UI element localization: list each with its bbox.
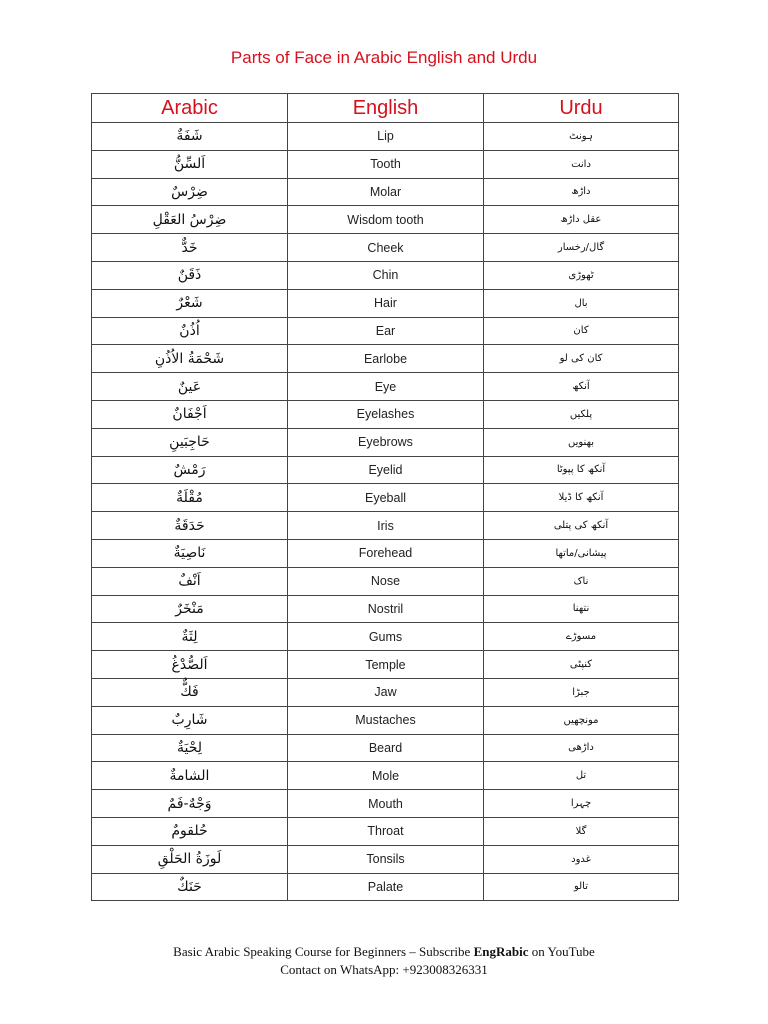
arabic-cell: نَاصِيَةٌ [92,539,288,567]
arabic-cell: مُقْلَةٌ [92,484,288,512]
arabic-cell: الشامةٌ [92,762,288,790]
arabic-cell: اَجْفَانٌ [92,400,288,428]
urdu-cell: مسوڑے [484,623,679,651]
page-title: Parts of Face in Arabic English and Urdu [230,48,538,67]
arabic-cell: ذَقَنٌ [92,261,288,289]
arabic-cell: مَنْخَرٌ [92,595,288,623]
english-cell: Molar [288,178,484,206]
english-cell: Cheek [288,234,484,262]
english-cell: Palate [288,873,484,901]
table-row [92,400,679,428]
table-row [92,817,679,845]
urdu-cell: ٹھوڑی [484,261,679,289]
english-cell: Forehead [288,539,484,567]
urdu-cell: آنکھ [484,373,679,401]
header-arabic: Arabic [92,94,288,123]
urdu-cell: پیشانی/ماتھا [484,539,679,567]
table-row [92,317,679,345]
urdu-cell: ہونٹ [484,123,679,151]
english-cell: Eyelashes [288,400,484,428]
arabic-cell: اَلسِّنُّ [92,150,288,178]
english-cell: Jaw [288,678,484,706]
urdu-cell: ناک [484,567,679,595]
english-cell: Eye [288,373,484,401]
table-row [92,484,679,512]
english-cell: Tonsils [288,845,484,873]
urdu-cell: کان [484,317,679,345]
urdu-cell: کان کی لو [484,345,679,373]
arabic-cell: اُذُنٌ [92,317,288,345]
footer-promo-text: Basic Arabic Speaking Course for Beginners – Subscribe [173,944,474,959]
urdu-cell: دانت [484,150,679,178]
arabic-cell: رَمْشٌ [92,456,288,484]
urdu-cell: چہرا [484,790,679,818]
table-row [92,456,679,484]
english-cell: Ear [288,317,484,345]
urdu-cell: گال/رخسار [484,234,679,262]
english-cell: Eyebrows [288,428,484,456]
arabic-cell: لَوزَةُ الحَلْقِ [92,845,288,873]
urdu-cell: تالو [484,873,679,901]
table-body [92,123,679,901]
urdu-cell: مونچھیں [484,706,679,734]
arabic-cell: ضِرْسٌ [92,178,288,206]
urdu-cell: آنکھ کا پپوٹا [484,456,679,484]
table-row [92,567,679,595]
table-header-row [92,94,679,123]
arabic-cell: شَحْمَةُ الاُذُنِ [92,345,288,373]
table-row [92,345,679,373]
table-row [92,150,679,178]
arabic-cell: لِحْيَةٌ [92,734,288,762]
footer-contact: Contact on WhatsApp: +923008326331 [280,962,488,977]
urdu-cell: عقل داڑھ [484,206,679,234]
arabic-cell: اَلصُّدْغُ [92,651,288,679]
urdu-cell: کنپٹی [484,651,679,679]
arabic-cell: حَدَقَةٌ [92,512,288,540]
english-cell: Mole [288,762,484,790]
urdu-cell: داڑھی [484,734,679,762]
english-cell: Tooth [288,150,484,178]
table-row [92,595,679,623]
table-row [92,623,679,651]
table-row [92,289,679,317]
header-english: English [288,94,484,123]
urdu-cell: داڑھ [484,178,679,206]
english-cell: Hair [288,289,484,317]
arabic-cell: شَفَةٌ [92,123,288,151]
table-row [92,734,679,762]
english-cell: Nose [288,567,484,595]
table-row [92,428,679,456]
english-cell: Earlobe [288,345,484,373]
table-row [92,261,679,289]
english-cell: Temple [288,651,484,679]
footer-promo-suffix: on YouTube [528,944,595,959]
urdu-cell: نتھنا [484,595,679,623]
english-cell: Eyelid [288,456,484,484]
arabic-cell: خَدٌّ [92,234,288,262]
urdu-cell: تل [484,762,679,790]
arabic-cell: وَجْهٌ-فَمٌ [92,790,288,818]
urdu-cell: آنکھ کی پتلی [484,512,679,540]
table-row [92,373,679,401]
urdu-cell: جبڑا [484,678,679,706]
channel-brand: EngRabic [473,944,529,959]
urdu-cell: غدود [484,845,679,873]
arabic-cell: ضِرْسُ العَقْلِ [92,206,288,234]
table-row [92,790,679,818]
urdu-cell: بھنویں [484,428,679,456]
table-row [92,845,679,873]
table-row [92,178,679,206]
table-row [92,206,679,234]
arabic-cell: حُلقومٌ [92,817,288,845]
table-row [92,234,679,262]
urdu-cell: گلا [484,817,679,845]
table-row [92,706,679,734]
table-row [92,651,679,679]
english-cell: Gums [288,623,484,651]
english-cell: Eyeball [288,484,484,512]
table-row [92,123,679,151]
arabic-cell: حَنَكٌ [92,873,288,901]
table-row [92,512,679,540]
table-row [92,762,679,790]
english-cell: Mouth [288,790,484,818]
english-cell: Wisdom tooth [288,206,484,234]
arabic-cell: فَكٌّ [92,678,288,706]
english-cell: Nostril [288,595,484,623]
header-urdu: Urdu [484,94,679,123]
arabic-cell: حَاجِبَينِ [92,428,288,456]
english-cell: Iris [288,512,484,540]
arabic-cell: اَنْفٌ [92,567,288,595]
urdu-cell: آنکھ کا ڈیلا [484,484,679,512]
english-cell: Chin [288,261,484,289]
footer-promo [0,944,768,960]
arabic-cell: لِثَةٌ [92,623,288,651]
arabic-cell: شَارِبٌ [92,706,288,734]
table-row [92,873,679,901]
english-cell: Beard [288,734,484,762]
arabic-cell: شَعْرٌ [92,289,288,317]
urdu-cell: بال [484,289,679,317]
vocabulary-table [91,93,679,901]
english-cell: Throat [288,817,484,845]
english-cell: Mustaches [288,706,484,734]
arabic-cell: عَينٌ [92,373,288,401]
urdu-cell: پلکیں [484,400,679,428]
table-row [92,678,679,706]
table-row [92,539,679,567]
english-cell: Lip [288,123,484,151]
